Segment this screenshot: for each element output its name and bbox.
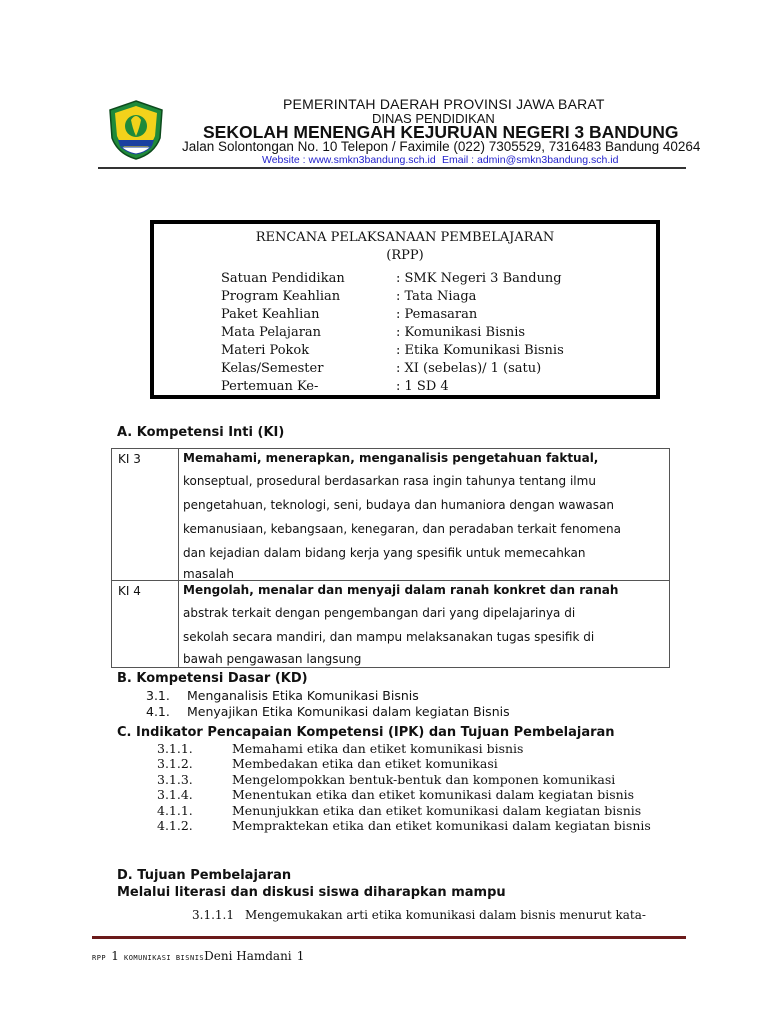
ipk-text: Menentukan etika dan etiket komunikasi dalam kegiatan bisnis bbox=[232, 787, 635, 802]
ki-table bbox=[111, 448, 670, 668]
ipk-number: 3.1.4. bbox=[157, 787, 193, 802]
section-d-intro: Melalui literasi dan diskusi siswa diharapkan mampu bbox=[117, 885, 506, 900]
info-value: : 1 SD 4 bbox=[396, 379, 449, 394]
email-link[interactable]: Email : admin@smkn3bandung.sch.id bbox=[442, 154, 619, 166]
kd-number: 4.1. bbox=[146, 704, 170, 719]
ipk-item bbox=[157, 756, 498, 771]
header-school-name: SEKOLAH MENENGAH KEJURUAN NEGERI 3 BANDUNG bbox=[203, 122, 679, 142]
ki3-line: kemanusiaan, kebangsaan, kenegaran, dan peradaban terkait fenomena bbox=[183, 522, 621, 536]
footer-subject: KOMUNIKASI BISNIS bbox=[123, 954, 205, 962]
kd-item bbox=[146, 704, 510, 719]
kd-text: Menyajikan Etika Komunikasi dalam kegiatan Bisnis bbox=[187, 704, 510, 719]
ipk-number: 3.1.1. bbox=[157, 741, 193, 756]
info-label: Paket Keahlian bbox=[221, 307, 320, 322]
info-label: Materi Pokok bbox=[221, 343, 310, 358]
header-address: Jalan Solontongan No. 10 Telepon / Faximile (022) 7305529, 7316483 Bandung 40264 bbox=[182, 139, 701, 154]
tujuan-number: 3.1.1.1 bbox=[192, 908, 234, 922]
ipk-number: 3.1.2. bbox=[157, 756, 193, 771]
info-row-paket bbox=[221, 307, 478, 322]
info-label: Pertemuan Ke- bbox=[221, 379, 319, 394]
footer-doc-label: RPP bbox=[92, 954, 107, 962]
ki3-line: Memahami, menerapkan, menganalisis pengetahuan faktual, bbox=[183, 451, 599, 465]
page-footer bbox=[92, 945, 304, 964]
ipk-text: Menunjukkan etika dan etiket komunikasi dalam kegiatan bisnis bbox=[232, 803, 642, 818]
info-row-satuan bbox=[221, 271, 562, 286]
ki3-line: masalah bbox=[183, 567, 234, 581]
kd-text: Menganalisis Etika Komunikasi Bisnis bbox=[187, 688, 419, 703]
section-c-heading: C. Indikator Pencapaian Kompetensi (IPK) dan Tujuan Pembelajaran bbox=[117, 725, 615, 740]
info-label: Mata Pelajaran bbox=[221, 325, 322, 340]
ipk-number: 4.1.1. bbox=[157, 803, 193, 818]
tujuan-item bbox=[192, 908, 646, 922]
ki4-line: abstrak terkait dengan pengembangan dari yang dipelajarinya di bbox=[183, 606, 576, 620]
header-contact bbox=[262, 154, 619, 166]
header-government: PEMERINTAH DAERAH PROVINSI JAWA BARAT bbox=[283, 96, 605, 112]
ki3-label: KI 3 bbox=[118, 452, 141, 466]
footer-page-number: 1 bbox=[296, 949, 305, 963]
tujuan-text: Mengemukakan arti etika komunikasi dalam bisnis menurut kata- bbox=[245, 908, 646, 922]
info-value: : Komunikasi Bisnis bbox=[396, 325, 526, 340]
info-label: Satuan Pendidikan bbox=[221, 271, 345, 286]
info-row-kelas bbox=[221, 361, 542, 376]
info-value: : Etika Komunikasi Bisnis bbox=[396, 343, 564, 358]
info-row-pertemuan bbox=[221, 379, 449, 394]
website-link[interactable]: Website : www.smkn3bandung.sch.id bbox=[262, 154, 436, 166]
kd-item bbox=[146, 688, 419, 703]
ki3-line: pengetahuan, teknologi, seni, budaya dan humaniora dengan wawasan bbox=[183, 498, 614, 512]
ki4-line: bawah pengawasan langsung bbox=[183, 652, 362, 666]
section-d-heading: D. Tujuan Pembelajaran bbox=[117, 868, 292, 883]
ipk-item bbox=[157, 741, 524, 756]
ipk-text: Memahami etika dan etiket komunikasi bisnis bbox=[232, 741, 524, 756]
info-value: : XI (sebelas)/ 1 (satu) bbox=[396, 361, 542, 376]
ipk-item bbox=[157, 772, 616, 787]
kd-number: 3.1. bbox=[146, 688, 170, 703]
ipk-number: 3.1.3. bbox=[157, 772, 193, 787]
school-crest-icon bbox=[104, 98, 168, 162]
ipk-number: 4.1.2. bbox=[157, 818, 193, 833]
rpp-subtitle: (RPP) bbox=[386, 248, 424, 263]
table-column-divider bbox=[178, 449, 179, 667]
info-value: : SMK Negeri 3 Bandung bbox=[396, 271, 562, 286]
info-label: Program Keahlian bbox=[221, 289, 341, 304]
ki4-label: KI 4 bbox=[118, 584, 141, 598]
ipk-item bbox=[157, 818, 651, 833]
ipk-item bbox=[157, 787, 635, 802]
footer-author: Deni Hamdani bbox=[204, 949, 292, 963]
info-row-mapel bbox=[221, 325, 526, 340]
footer-number: 1 bbox=[111, 949, 119, 963]
section-b-heading: B. Kompetensi Dasar (KD) bbox=[117, 671, 308, 686]
ki4-line: Mengolah, menalar dan menyaji dalam ranah konkret dan ranah bbox=[183, 583, 619, 597]
info-value: : Pemasaran bbox=[396, 307, 478, 322]
ipk-text: Membedakan etika dan etiket komunikasi bbox=[232, 756, 498, 771]
info-row-program bbox=[221, 289, 477, 304]
info-row-materi bbox=[221, 343, 564, 358]
ki3-line: konseptual, prosedural berdasarkan rasa ingin tahunya tentang ilmu bbox=[183, 474, 596, 488]
section-a-heading: A. Kompetensi Inti (KI) bbox=[117, 425, 285, 440]
ipk-text: Mengelompokkan bentuk-bentuk dan komponen komunikasi bbox=[232, 772, 616, 787]
rpp-title: RENCANA PELAKSANAAN PEMBELAJARAN bbox=[255, 230, 555, 245]
header-department: DINAS PENDIDIKAN bbox=[372, 111, 495, 126]
ki4-line: sekolah secara mandiri, dan mampu melaksanakan tugas spesifik di bbox=[183, 630, 595, 644]
info-label: Kelas/Semester bbox=[221, 361, 324, 376]
info-value: : Tata Niaga bbox=[396, 289, 477, 304]
ipk-text: Mempraktekan etika dan etiket komunikasi dalam kegiatan bisnis bbox=[232, 818, 651, 833]
ki3-line: dan kejadian dalam bidang kerja yang spesifik untuk memecahkan bbox=[183, 546, 586, 560]
ipk-item bbox=[157, 803, 642, 818]
rpp-info-box bbox=[150, 220, 660, 399]
header-divider bbox=[98, 167, 686, 169]
footer-divider bbox=[92, 936, 686, 939]
